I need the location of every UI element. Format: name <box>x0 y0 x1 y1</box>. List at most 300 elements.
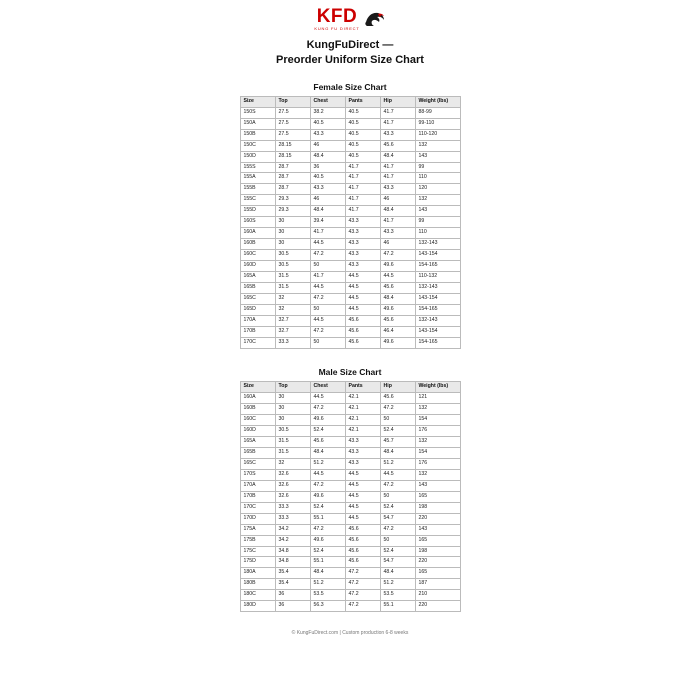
cell-pants: 44.5 <box>345 294 380 305</box>
table-row <box>240 206 460 217</box>
table-row <box>240 447 460 458</box>
cell-chest: 47.2 <box>310 480 345 491</box>
cell-hip: 48.4 <box>380 447 415 458</box>
cell-chest: 40.5 <box>310 118 345 129</box>
cell-hip: 41.7 <box>380 217 415 228</box>
cell-chest: 36 <box>310 162 345 173</box>
table-row <box>240 250 460 261</box>
cell-top: 32.6 <box>275 469 310 480</box>
table-row <box>240 272 460 283</box>
cell-weight: 187 <box>415 579 460 590</box>
cell-size: 170C <box>240 338 275 349</box>
cell-hip: 43.3 <box>380 184 415 195</box>
table-row <box>240 590 460 601</box>
cell-pants: 42.1 <box>345 414 380 425</box>
table-row <box>240 151 460 162</box>
cell-size: 150A <box>240 118 275 129</box>
cell-chest: 47.2 <box>310 294 345 305</box>
cell-hip: 45.7 <box>380 436 415 447</box>
cell-top: 29.3 <box>275 206 310 217</box>
cell-chest: 50 <box>310 338 345 349</box>
cell-chest: 48.4 <box>310 206 345 217</box>
cell-top: 27.5 <box>275 129 310 140</box>
table-row <box>240 414 460 425</box>
cell-weight: 88-99 <box>415 107 460 118</box>
cell-hip: 45.6 <box>380 392 415 403</box>
cell-pants: 44.5 <box>345 272 380 283</box>
cell-top: 31.5 <box>275 436 310 447</box>
cell-weight: 99-110 <box>415 118 460 129</box>
cell-pants: 43.3 <box>345 458 380 469</box>
cell-chest: 47.2 <box>310 250 345 261</box>
cell-weight: 143 <box>415 480 460 491</box>
cell-chest: 44.5 <box>310 392 345 403</box>
cell-chest: 55.1 <box>310 557 345 568</box>
cell-top: 31.5 <box>275 447 310 458</box>
cell-chest: 46 <box>310 195 345 206</box>
cell-chest: 47.2 <box>310 524 345 535</box>
cell-weight: 121 <box>415 392 460 403</box>
table-row <box>240 546 460 557</box>
cell-hip: 50 <box>380 491 415 502</box>
cell-hip: 48.4 <box>380 151 415 162</box>
cell-hip: 41.7 <box>380 118 415 129</box>
cell-pants: 41.7 <box>345 206 380 217</box>
cell-top: 32 <box>275 294 310 305</box>
cell-hip: 48.4 <box>380 294 415 305</box>
cell-weight: 176 <box>415 425 460 436</box>
dragon-logo-icon <box>364 9 386 29</box>
cell-top: 31.5 <box>275 272 310 283</box>
table-row <box>240 173 460 184</box>
cell-hip: 48.4 <box>380 206 415 217</box>
cell-size: 170D <box>240 513 275 524</box>
cell-weight: 210 <box>415 590 460 601</box>
cell-size: 165D <box>240 305 275 316</box>
cell-weight: 220 <box>415 601 460 612</box>
cell-top: 27.5 <box>275 107 310 118</box>
cell-chest: 51.2 <box>310 458 345 469</box>
cell-hip: 51.2 <box>380 458 415 469</box>
cell-top: 28.7 <box>275 162 310 173</box>
table-row <box>240 261 460 272</box>
cell-pants: 44.5 <box>345 283 380 294</box>
table-row <box>240 557 460 568</box>
cell-top: 33.3 <box>275 338 310 349</box>
cell-chest: 44.5 <box>310 283 345 294</box>
cell-weight: 99 <box>415 217 460 228</box>
cell-chest: 48.4 <box>310 151 345 162</box>
table-row <box>240 327 460 338</box>
table-row <box>240 502 460 513</box>
page-title-line1: KungFuDirect — <box>306 39 394 51</box>
cell-hip: 52.4 <box>380 425 415 436</box>
table-row <box>240 239 460 250</box>
cell-pants: 44.5 <box>345 491 380 502</box>
cell-weight: 132-143 <box>415 316 460 327</box>
cell-hip: 49.6 <box>380 338 415 349</box>
table-row <box>240 513 460 524</box>
cell-top: 32.7 <box>275 327 310 338</box>
cell-pants: 47.2 <box>345 579 380 590</box>
cell-chest: 46 <box>310 140 345 151</box>
table-row <box>240 403 460 414</box>
cell-size: 160C <box>240 414 275 425</box>
cell-hip: 55.1 <box>380 601 415 612</box>
cell-top: 34.2 <box>275 524 310 535</box>
cell-size: 165A <box>240 436 275 447</box>
cell-hip: 49.6 <box>380 261 415 272</box>
cell-weight: 143-154 <box>415 250 460 261</box>
cell-weight: 198 <box>415 546 460 557</box>
cell-size: 170B <box>240 327 275 338</box>
table-row <box>240 129 460 140</box>
cell-size: 165A <box>240 272 275 283</box>
cell-chest: 49.6 <box>310 491 345 502</box>
cell-chest: 44.5 <box>310 316 345 327</box>
cell-weight: 132 <box>415 140 460 151</box>
cell-chest: 55.1 <box>310 513 345 524</box>
cell-size: 180B <box>240 579 275 590</box>
female-size-table <box>240 96 461 349</box>
cell-top: 27.5 <box>275 118 310 129</box>
cell-pants: 42.1 <box>345 425 380 436</box>
cell-weight: 132-143 <box>415 239 460 250</box>
page-title <box>276 38 424 68</box>
cell-weight: 132 <box>415 195 460 206</box>
cell-pants: 41.7 <box>345 184 380 195</box>
male-table-head <box>240 381 460 392</box>
cell-hip: 48.4 <box>380 568 415 579</box>
cell-hip: 47.2 <box>380 403 415 414</box>
cell-top: 35.4 <box>275 568 310 579</box>
cell-hip: 51.2 <box>380 579 415 590</box>
cell-weight: 110-120 <box>415 129 460 140</box>
cell-pants: 43.3 <box>345 447 380 458</box>
cell-top: 30 <box>275 239 310 250</box>
cell-pants: 42.1 <box>345 403 380 414</box>
cell-pants: 44.5 <box>345 305 380 316</box>
cell-pants: 47.2 <box>345 568 380 579</box>
cell-size: 160B <box>240 403 275 414</box>
cell-size: 155B <box>240 184 275 195</box>
cell-chest: 44.5 <box>310 239 345 250</box>
cell-weight: 132 <box>415 436 460 447</box>
brand-name: KFD <box>316 6 358 27</box>
table-row <box>240 162 460 173</box>
table-row <box>240 305 460 316</box>
cell-top: 29.3 <box>275 195 310 206</box>
cell-size: 165B <box>240 283 275 294</box>
cell-pants: 43.3 <box>345 436 380 447</box>
table-row <box>240 601 460 612</box>
cell-hip: 41.7 <box>380 107 415 118</box>
cell-weight: 132-143 <box>415 283 460 294</box>
cell-top: 28.15 <box>275 151 310 162</box>
column-header-size: Size <box>240 381 275 392</box>
column-header-hip: Hip <box>380 381 415 392</box>
cell-hip: 46.4 <box>380 327 415 338</box>
cell-top: 32.6 <box>275 491 310 502</box>
column-header-size: Size <box>240 96 275 107</box>
cell-chest: 47.2 <box>310 327 345 338</box>
cell-hip: 41.7 <box>380 173 415 184</box>
cell-chest: 49.6 <box>310 535 345 546</box>
cell-hip: 46 <box>380 195 415 206</box>
table-row <box>240 184 460 195</box>
cell-top: 30 <box>275 403 310 414</box>
table-row <box>240 458 460 469</box>
cell-top: 30 <box>275 228 310 239</box>
cell-size: 175A <box>240 524 275 535</box>
cell-weight: 165 <box>415 568 460 579</box>
cell-pants: 41.7 <box>345 173 380 184</box>
cell-hip: 44.5 <box>380 469 415 480</box>
cell-chest: 39.4 <box>310 217 345 228</box>
cell-size: 155A <box>240 173 275 184</box>
cell-hip: 47.2 <box>380 250 415 261</box>
cell-size: 180C <box>240 590 275 601</box>
cell-pants: 40.5 <box>345 129 380 140</box>
cell-weight: 143-154 <box>415 294 460 305</box>
cell-pants: 43.3 <box>345 217 380 228</box>
column-header-chest: Chest <box>310 381 345 392</box>
cell-weight: 165 <box>415 535 460 546</box>
cell-weight: 143 <box>415 151 460 162</box>
cell-hip: 54.7 <box>380 513 415 524</box>
cell-hip: 52.4 <box>380 546 415 557</box>
cell-pants: 44.5 <box>345 469 380 480</box>
cell-size: 160D <box>240 425 275 436</box>
column-header-weight: Weight (lbs) <box>415 96 460 107</box>
table-row <box>240 294 460 305</box>
table-row <box>240 480 460 491</box>
table-row <box>240 316 460 327</box>
cell-size: 160C <box>240 250 275 261</box>
cell-weight: 154 <box>415 447 460 458</box>
cell-top: 30 <box>275 392 310 403</box>
table-row <box>240 107 460 118</box>
female-size-chart-section <box>0 82 700 349</box>
table-row <box>240 579 460 590</box>
cell-weight: 110 <box>415 228 460 239</box>
male-table-body <box>240 392 460 611</box>
cell-size: 150C <box>240 140 275 151</box>
table-row <box>240 118 460 129</box>
cell-size: 155S <box>240 162 275 173</box>
cell-weight: 143 <box>415 206 460 217</box>
cell-weight: 143-154 <box>415 327 460 338</box>
cell-weight: 99 <box>415 162 460 173</box>
cell-chest: 56.3 <box>310 601 345 612</box>
cell-size: 160A <box>240 392 275 403</box>
female-table-body <box>240 107 460 348</box>
cell-hip: 47.2 <box>380 480 415 491</box>
table-row <box>240 140 460 151</box>
cell-top: 32.7 <box>275 316 310 327</box>
cell-top: 30.5 <box>275 250 310 261</box>
table-row <box>240 217 460 228</box>
cell-hip: 47.2 <box>380 524 415 535</box>
cell-hip: 45.6 <box>380 316 415 327</box>
cell-top: 35.4 <box>275 579 310 590</box>
cell-pants: 44.5 <box>345 513 380 524</box>
table-row <box>240 195 460 206</box>
cell-pants: 41.7 <box>345 195 380 206</box>
cell-size: 150S <box>240 107 275 118</box>
cell-hip: 53.5 <box>380 590 415 601</box>
male-size-chart-section <box>0 367 700 612</box>
column-header-weight: Weight (lbs) <box>415 381 460 392</box>
cell-chest: 50 <box>310 261 345 272</box>
male-size-table <box>240 381 461 612</box>
cell-top: 34.8 <box>275 546 310 557</box>
cell-hip: 46 <box>380 239 415 250</box>
table-row <box>240 338 460 349</box>
cell-pants: 45.6 <box>345 546 380 557</box>
cell-chest: 50 <box>310 305 345 316</box>
cell-weight: 220 <box>415 557 460 568</box>
table-row <box>240 283 460 294</box>
page-title-line2: Preorder Uniform Size Chart <box>276 53 424 66</box>
cell-size: 165B <box>240 447 275 458</box>
cell-weight: 110 <box>415 173 460 184</box>
cell-pants: 45.6 <box>345 535 380 546</box>
cell-weight: 154 <box>415 414 460 425</box>
cell-pants: 40.5 <box>345 107 380 118</box>
cell-pants: 44.5 <box>345 502 380 513</box>
cell-chest: 52.4 <box>310 502 345 513</box>
cell-top: 33.3 <box>275 502 310 513</box>
cell-top: 34.2 <box>275 535 310 546</box>
female-chart-title: Female Size Chart <box>313 81 387 92</box>
cell-size: 160D <box>240 261 275 272</box>
cell-weight: 110-132 <box>415 272 460 283</box>
column-header-pants: Pants <box>345 96 380 107</box>
cell-chest: 47.2 <box>310 403 345 414</box>
cell-weight: 176 <box>415 458 460 469</box>
cell-chest: 43.3 <box>310 184 345 195</box>
cell-top: 32 <box>275 458 310 469</box>
cell-top: 32 <box>275 305 310 316</box>
cell-chest: 53.5 <box>310 590 345 601</box>
cell-size: 160B <box>240 239 275 250</box>
cell-chest: 38.2 <box>310 107 345 118</box>
cell-chest: 41.7 <box>310 228 345 239</box>
column-header-chest: Chest <box>310 96 345 107</box>
cell-size: 150D <box>240 151 275 162</box>
cell-size: 180A <box>240 568 275 579</box>
cell-hip: 43.3 <box>380 228 415 239</box>
cell-hip: 54.7 <box>380 557 415 568</box>
cell-top: 33.3 <box>275 513 310 524</box>
cell-size: 165C <box>240 458 275 469</box>
cell-pants: 44.5 <box>345 480 380 491</box>
cell-weight: 220 <box>415 513 460 524</box>
cell-weight: 132 <box>415 469 460 480</box>
cell-size: 175C <box>240 546 275 557</box>
table-row <box>240 469 460 480</box>
cell-pants: 45.6 <box>345 327 380 338</box>
cell-size: 155C <box>240 195 275 206</box>
cell-top: 31.5 <box>275 283 310 294</box>
male-chart-title: Male Size Chart <box>318 366 382 377</box>
table-row <box>240 491 460 502</box>
table-header-row <box>240 96 460 107</box>
table-row <box>240 425 460 436</box>
cell-size: 170C <box>240 502 275 513</box>
cell-weight: 154-165 <box>415 338 460 349</box>
cell-hip: 45.6 <box>380 140 415 151</box>
cell-size: 160A <box>240 228 275 239</box>
cell-pants: 45.6 <box>345 557 380 568</box>
cell-hip: 52.4 <box>380 502 415 513</box>
cell-hip: 45.6 <box>380 283 415 294</box>
cell-chest: 41.7 <box>310 272 345 283</box>
cell-top: 30.5 <box>275 261 310 272</box>
cell-size: 170A <box>240 480 275 491</box>
cell-pants: 43.3 <box>345 250 380 261</box>
cell-pants: 40.5 <box>345 140 380 151</box>
cell-chest: 45.6 <box>310 436 345 447</box>
cell-pants: 47.2 <box>345 601 380 612</box>
cell-weight: 132 <box>415 403 460 414</box>
cell-top: 34.8 <box>275 557 310 568</box>
cell-size: 180D <box>240 601 275 612</box>
cell-pants: 45.6 <box>345 524 380 535</box>
cell-pants: 47.2 <box>345 590 380 601</box>
cell-chest: 48.4 <box>310 447 345 458</box>
cell-chest: 40.5 <box>310 173 345 184</box>
cell-weight: 165 <box>415 491 460 502</box>
cell-chest: 51.2 <box>310 579 345 590</box>
table-header-row <box>240 381 460 392</box>
table-row <box>240 392 460 403</box>
cell-size: 170S <box>240 469 275 480</box>
cell-top: 30 <box>275 217 310 228</box>
cell-size: 170B <box>240 491 275 502</box>
cell-pants: 43.3 <box>345 239 380 250</box>
brand-tagline: KUNG FU DIRECT <box>314 26 360 31</box>
cell-chest: 52.4 <box>310 425 345 436</box>
cell-chest: 49.6 <box>310 414 345 425</box>
cell-pants: 40.5 <box>345 151 380 162</box>
cell-size: 155D <box>240 206 275 217</box>
cell-top: 36 <box>275 590 310 601</box>
column-header-top: Top <box>275 381 310 392</box>
cell-pants: 43.3 <box>345 261 380 272</box>
cell-chest: 52.4 <box>310 546 345 557</box>
cell-size: 165C <box>240 294 275 305</box>
column-header-top: Top <box>275 96 310 107</box>
table-row <box>240 436 460 447</box>
cell-size: 170A <box>240 316 275 327</box>
cell-size: 160S <box>240 217 275 228</box>
cell-chest: 48.4 <box>310 568 345 579</box>
cell-top: 28.7 <box>275 184 310 195</box>
cell-hip: 41.7 <box>380 162 415 173</box>
cell-top: 36 <box>275 601 310 612</box>
cell-top: 28.7 <box>275 173 310 184</box>
female-table-head <box>240 96 460 107</box>
brand-logo-text <box>314 7 359 31</box>
cell-weight: 154-165 <box>415 261 460 272</box>
cell-hip: 44.5 <box>380 272 415 283</box>
cell-chest: 44.5 <box>310 469 345 480</box>
cell-top: 30.5 <box>275 425 310 436</box>
cell-pants: 45.6 <box>345 338 380 349</box>
cell-pants: 42.1 <box>345 392 380 403</box>
